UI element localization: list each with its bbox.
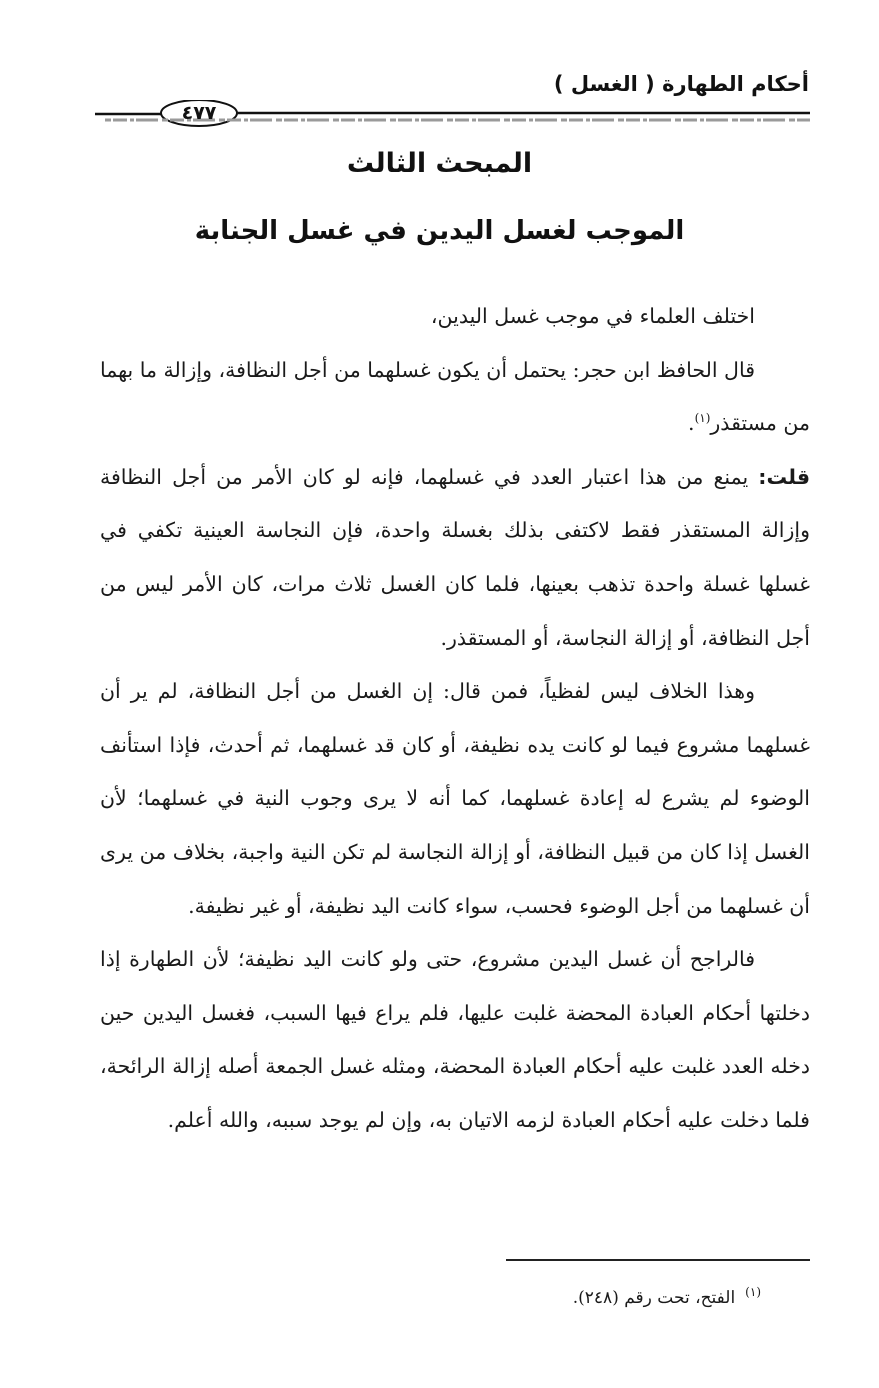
footnote-text: الفتح، تحت رقم (٢٤٨).	[572, 1288, 736, 1308]
paragraph-3-text: يمنع من هذا اعتبار العدد في غسلهما، فإنه لو كان الأمر من أجل النظافة وإزالة المستقذر فقط لاكتفى بذلك بغسلة واحدة، فإن النجاسة العينية تكفي في غسلها غسلة واحدة تذهب بعينها، فلما كان الغسل ثلاث مرات، كان الأمر ليس من أجل النظافة، أو إزالة النجاسة، أو المستقذر.	[100, 464, 810, 650]
footnote-rule	[506, 1259, 810, 1261]
page-number: ٤٧٧	[181, 102, 217, 124]
paragraph-3	[100, 451, 810, 665]
paragraph-2-text: قال الحافظ ابن حجر: يحتمل أن يكون غسلهما من أجل النظافة، وإزالة ما بهما من مستقذر	[100, 357, 810, 436]
paragraph-1: اختلف العلماء في موجب غسل اليدين،	[430, 304, 755, 328]
paragraph-3-lead: قلت:	[758, 464, 810, 489]
section-title: المبحث الثالث	[346, 148, 533, 179]
paragraph-5: فالراجح أن غسل اليدين مشروع، حتى ولو كانت اليد نظيفة؛ لأن الطهارة إذا دخلتها أحكام العبادة المحضة غلبت عليها، فلم يراع فيها السبب، فغسل اليدين حين دخله العدد غلبت عليه أحكام العبادة المحضة، ومثله غسل الجمعة أصله إزالة الرائحة، فلما دخلت عليه أحكام العبادة لزمه الاتيان به، وإن لم يوجد سببه، والله أعلم.	[100, 947, 810, 1132]
section-subtitle: الموجب لغسل اليدين في غسل الجنابة	[194, 216, 685, 246]
paragraph-2	[100, 344, 810, 451]
paragraph-2-end: .	[688, 411, 695, 436]
footnote-reference[interactable]: (١)	[694, 411, 711, 426]
footnote-marker: (١)	[745, 1285, 761, 1300]
paragraph-4: وهذا الخلاف ليس لفظياً، فمن قال: إن الغسل من أجل النظافة، لم ير أن غسلهما مشروع فيما لو كانت يده نظيفة، أو كان قد غسلهما، ثم أحدث، فإذا استأنف الوضوء لم يشرع له إعادة غسلهما، كما أنه لا يرى وجوب النية في غسلهما؛ لأن الغسل إذا كان من قبيل النظافة، أو إزالة النجاسة لم تكن النية واجبة، بخلاف من يرى أن غسلهما من أجل الوضوء فحسب، سواء كانت اليد نظيفة، أو غير نظيفة.	[100, 679, 810, 918]
body-text	[100, 290, 810, 1148]
footnote	[572, 1285, 761, 1308]
running-title: أحكام الطهارة ( الغسل )	[553, 72, 809, 96]
